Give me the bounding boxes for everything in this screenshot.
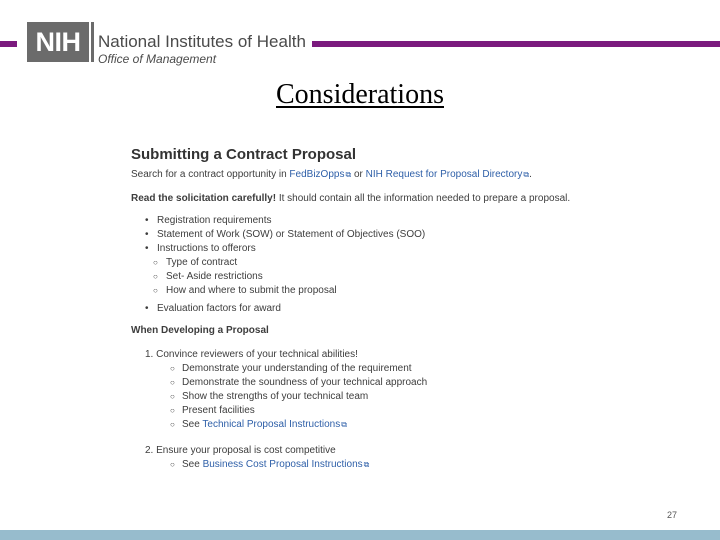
org-name: National Institutes of Health <box>98 32 306 51</box>
slide-title <box>0 79 720 111</box>
list-item: • Instructions to offerors <box>131 242 601 256</box>
list-item: • Evaluation factors for award <box>131 302 601 316</box>
intro-pre: Search for a contract opportunity in <box>131 169 290 180</box>
sub-list-item: ○ Set- Aside restrictions <box>131 270 601 284</box>
footer-bar <box>0 530 720 540</box>
sub-list-item: ○ Type of contract <box>131 256 601 270</box>
content-screenshot <box>131 148 601 472</box>
intro-line <box>131 168 601 182</box>
see-prefix: See <box>182 419 203 430</box>
developing-steps <box>131 348 601 472</box>
sub-list-item: ○ Show the strengths of your technical team <box>131 390 601 404</box>
step-1: 1. Convince reviewers of your technical abilities! <box>145 349 358 360</box>
spacer <box>131 432 601 444</box>
office-name: Office of Management <box>98 52 217 66</box>
step-2: 2. Ensure your proposal is cost competitive <box>145 445 336 456</box>
external-link-icon: ⧉ <box>363 460 370 469</box>
fedbizopps-link[interactable]: FedBizOpps <box>289 169 345 180</box>
logo-divider <box>91 22 94 62</box>
sub-list-item <box>131 458 601 472</box>
external-link-icon: ⧉ <box>345 170 352 179</box>
list-item: • Registration requirements <box>131 214 601 228</box>
rfp-directory-link[interactable]: NIH Request for Proposal Directory <box>365 169 523 180</box>
external-link-icon: ⧉ <box>341 420 347 429</box>
requirements-list <box>131 214 601 316</box>
sub-list-item: ○ Demonstrate the soundness of your technical approach <box>131 376 601 390</box>
list-item: • Statement of Work (SOW) or Statement of Objectives (SOO) <box>131 228 601 242</box>
intro-post: . <box>529 169 532 180</box>
sub-list-item: ○ Demonstrate your understanding of the requirement <box>131 362 601 376</box>
slide-title-text: Considerations <box>276 79 444 110</box>
sub-list-item <box>131 418 601 432</box>
external-link-icon: ⧉ <box>523 170 530 179</box>
cost-instructions-link[interactable]: Business Cost Proposal Instructions <box>202 459 363 470</box>
sub-list-item: ○ Present facilities <box>131 404 601 418</box>
see-prefix: See <box>182 459 203 470</box>
content-heading: Submitting a Contract Proposal <box>131 146 357 163</box>
nih-logo: NIH <box>27 22 89 62</box>
intro-mid: or <box>351 169 366 180</box>
technical-instructions-link[interactable]: Technical Proposal Instructions <box>202 419 341 430</box>
read-rest: It should contain all the information needed to prepare a proposal. <box>276 193 571 204</box>
header-accent-bar-right <box>312 41 720 47</box>
developing-heading: When Developing a Proposal <box>131 325 269 336</box>
read-bold: Read the solicitation carefully! <box>131 193 277 204</box>
read-line <box>131 192 601 206</box>
sub-list-item: ○ How and where to submit the proposal <box>131 284 601 298</box>
page-number: 27 <box>667 510 678 520</box>
header-accent-bar-left <box>0 41 17 47</box>
